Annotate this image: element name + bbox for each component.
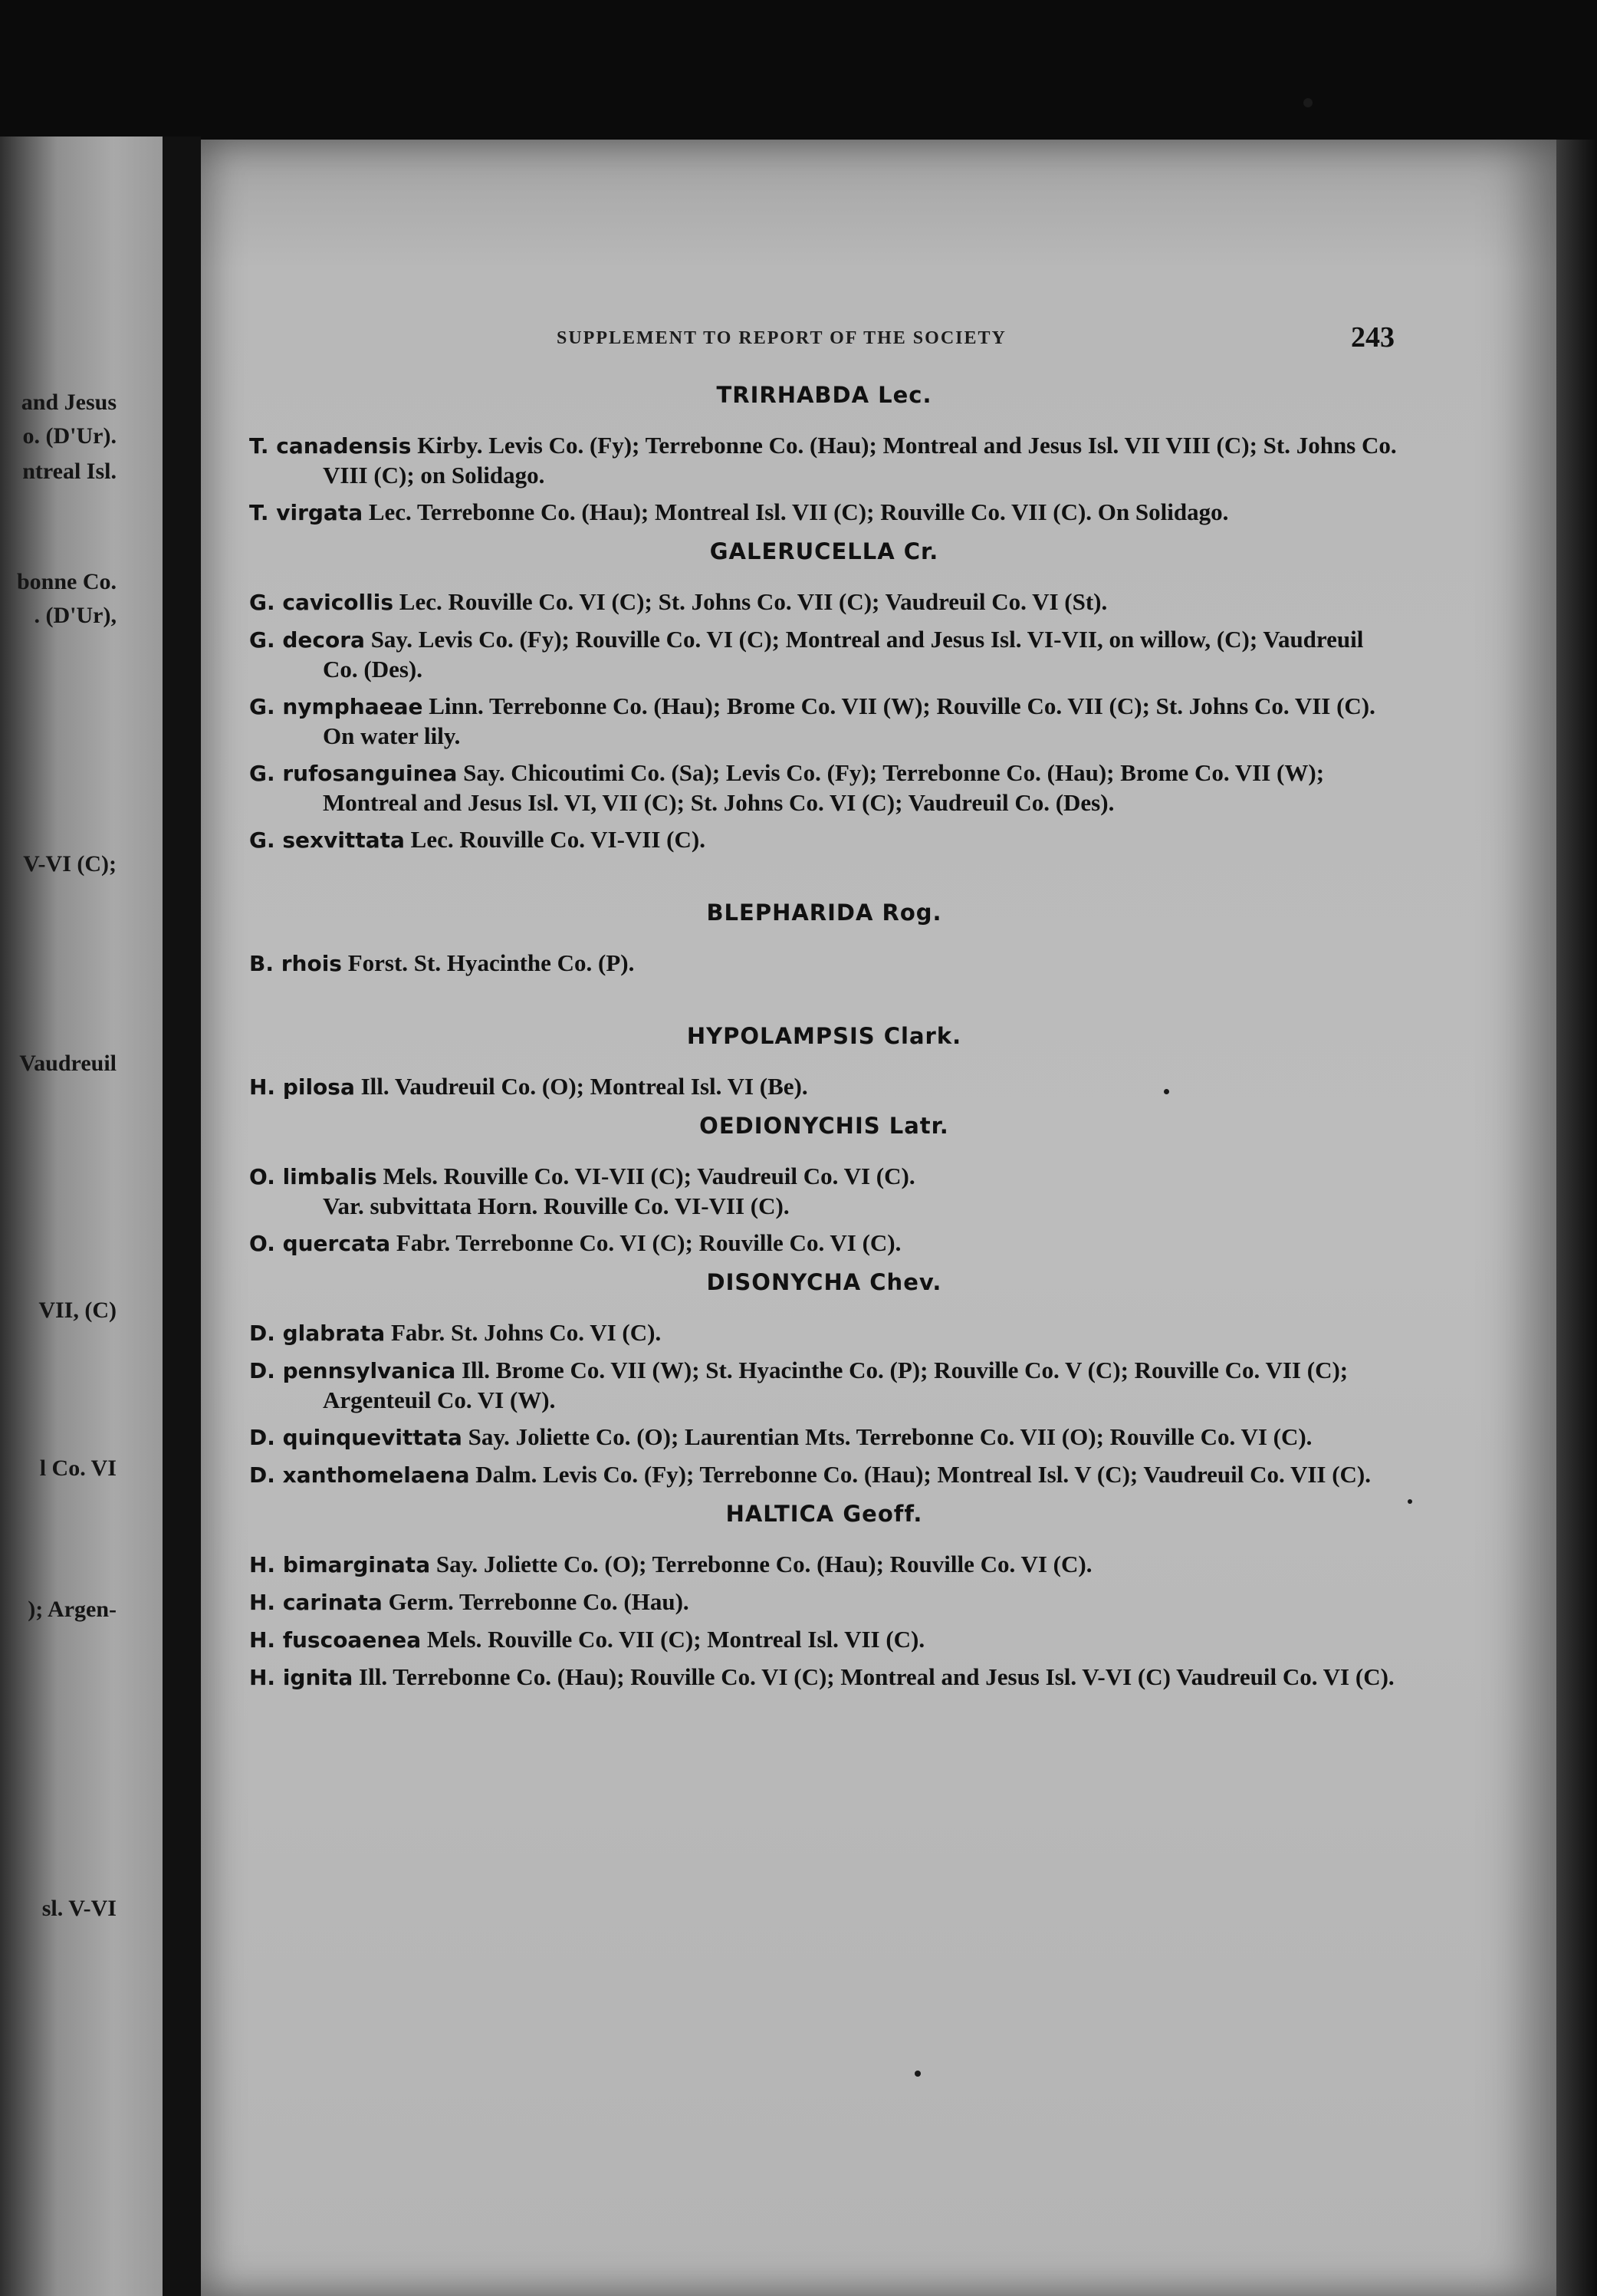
species-records: Ill. Vaudreuil Co. (O); Montreal Isl. VI (Be). <box>360 1073 808 1100</box>
species-entry <box>249 1550 1399 1580</box>
genus-heading: OEDIONYCHIS Latr. <box>699 1113 949 1139</box>
species-entry <box>249 431 1399 490</box>
species-name: D. xanthomelaena <box>249 1462 470 1488</box>
species-records: Kirby. Levis Co. (Fy); Terrebonne Co. (Hau); Montreal and Jesus Isl. VII VIII (C); St. Johns Co. VIII (C); on Solidago. <box>323 432 1397 488</box>
species-records: Fabr. Terrebonne Co. VI (C); Rouville Co. VI (C). <box>396 1229 902 1256</box>
left-page-margin <box>0 137 163 2296</box>
species-records: Mels. Rouville Co. VII (C); Montreal Isl. VII (C). <box>426 1626 925 1653</box>
genus-heading: BLEPHARIDA Rog. <box>706 900 942 926</box>
page-header <box>557 321 1400 359</box>
left-page-fragment: bonne Co. <box>16 569 117 594</box>
scan-speck <box>915 2071 921 2077</box>
book-gutter <box>163 137 201 2296</box>
species-records: Lec. Terrebonne Co. (Hau); Montreal Isl. VII (C); Rouville Co. VII (C). On Solidago. <box>368 498 1229 525</box>
species-name: G. rufosanguinea <box>249 761 458 786</box>
left-page-fragment: VII, (C) <box>38 1298 117 1323</box>
species-records: Say. Chicoutimi Co. (Sa); Levis Co. (Fy); Terrebonne Co. (Hau); Brome Co. VII (W); Montreal and Jesus Isl. VI, VII (C); St. Johns Co. VI (C); Vaudreuil Co. (Des). <box>323 759 1325 816</box>
species-records: Say. Joliette Co. (O); Laurentian Mts. Terrebonne Co. VII (O); Rouville Co. VI (C). <box>468 1423 1313 1450</box>
left-page-fragment: ntreal Isl. <box>22 459 117 484</box>
species-name: H. bimarginata <box>249 1552 431 1577</box>
species-records: Ill. Terrebonne Co. (Hau); Rouville Co. VI (C); Montreal and Jesus Isl. V-VI (C) Vaudreuil Co. VI (C). <box>359 1663 1395 1690</box>
species-entry <box>249 1229 1399 1258</box>
species-entry <box>249 498 1399 528</box>
scan-speck <box>1164 1089 1169 1094</box>
species-entry <box>249 692 1399 751</box>
species-entry <box>249 758 1399 817</box>
page-edge-shadow <box>1556 140 1597 2296</box>
species-entry <box>249 1625 1399 1655</box>
genus-heading: HALTICA Geoff. <box>725 1501 923 1527</box>
species-records: Ill. Brome Co. VII (W); St. Hyacinthe Co. (P); Rouville Co. V (C); Rouville Co. VII (C); Argenteuil Co. VI (W). <box>323 1357 1349 1413</box>
species-name: O. quercata <box>249 1231 391 1256</box>
species-records: Say. Levis Co. (Fy); Rouville Co. VI (C); Montreal and Jesus Isl. VI-VII, on willow, (C); Vaudreuil Co. (Des). <box>323 626 1364 683</box>
species-entry <box>249 1460 1399 1490</box>
species-records: Linn. Terrebonne Co. (Hau); Brome Co. VII (W); Rouville Co. VII (C); St. Johns Co. VII (C). On water lily. <box>323 692 1375 749</box>
left-page-fragment: V-VI (C); <box>23 851 117 877</box>
species-records: Fabr. St. Johns Co. VI (C). <box>390 1319 662 1346</box>
genus-heading: HYPOLAMPSIS Clark. <box>686 1023 962 1049</box>
species-records: Lec. Rouville Co. VI-VII (C). <box>410 826 705 853</box>
species-entry <box>249 949 1399 979</box>
genus-heading: DISONYCHA Chev. <box>706 1269 942 1295</box>
left-page-fragment: l Co. VI <box>39 1456 117 1481</box>
left-page-fragment: ); Argen- <box>28 1597 117 1622</box>
species-name: D. quinquevittata <box>249 1425 462 1450</box>
species-entry <box>249 1318 1399 1348</box>
species-name: B. rhois <box>249 951 342 976</box>
species-name: G. sexvittata <box>249 827 405 853</box>
species-name: G. nymphaeae <box>249 694 423 719</box>
species-records: Germ. Terrebonne Co. (Hau). <box>388 1588 689 1615</box>
species-name: H. carinata <box>249 1590 383 1615</box>
left-page-fragment: Vaudreuil <box>19 1051 117 1076</box>
species-name: G. cavicollis <box>249 590 394 615</box>
running-title: SUPPLEMENT TO REPORT OF THE SOCIETY <box>557 328 1007 348</box>
species-name: O. limbalis <box>249 1164 377 1189</box>
species-entry <box>249 825 1399 855</box>
species-name: G. decora <box>249 627 365 653</box>
species-name: H. fuscoaenea <box>249 1627 422 1653</box>
species-entry <box>249 1423 1399 1452</box>
page-body <box>249 380 1399 1700</box>
species-name: D. pennsylvanica <box>249 1358 456 1383</box>
species-entry <box>249 625 1399 684</box>
species-records: Lec. Rouville Co. VI (C); St. Johns Co. VII (C); Vaudreuil Co. VI (St). <box>399 588 1108 615</box>
species-entry <box>249 587 1399 617</box>
left-page-fragment: and Jesus <box>21 390 117 415</box>
species-name: T. virgata <box>249 500 363 525</box>
genus-heading: TRIRHABDA Lec. <box>716 382 932 408</box>
species-records: Forst. St. Hyacinthe Co. (P). <box>347 949 635 976</box>
variety-records: Var. subvittata Horn. Rouville Co. VI-VII (C). <box>323 1192 790 1219</box>
left-page-fragment: sl. V-VI <box>41 1896 117 1921</box>
scan-speck <box>1408 1499 1412 1504</box>
species-entry <box>249 1663 1399 1692</box>
species-records: Mels. Rouville Co. VI-VII (C); Vaudreuil Co. VI (C). <box>383 1163 915 1189</box>
species-name: H. pilosa <box>249 1074 355 1100</box>
species-name: H. ignita <box>249 1665 353 1690</box>
species-entry <box>249 1356 1399 1415</box>
variety-entry <box>249 1192 1399 1221</box>
species-records: Say. Joliette Co. (O); Terrebonne Co. (Hau); Rouville Co. VI (C). <box>435 1551 1093 1577</box>
left-page-fragment: o. (D'Ur). <box>22 423 117 449</box>
species-entry <box>249 1587 1399 1617</box>
scan-speck <box>1303 98 1313 107</box>
species-records: Dalm. Levis Co. (Fy); Terrebonne Co. (Hau); Montreal Isl. V (C); Vaudreuil Co. VII (C). <box>475 1461 1371 1488</box>
genus-heading: GALERUCELLA Cr. <box>709 538 939 564</box>
left-page-fragment: . (D'Ur), <box>34 603 117 628</box>
page-number: 243 <box>1351 321 1395 354</box>
species-name: T. canadensis <box>249 433 412 459</box>
species-name: D. glabrata <box>249 1321 386 1346</box>
species-entry <box>249 1162 1399 1192</box>
species-entry <box>249 1072 1399 1102</box>
